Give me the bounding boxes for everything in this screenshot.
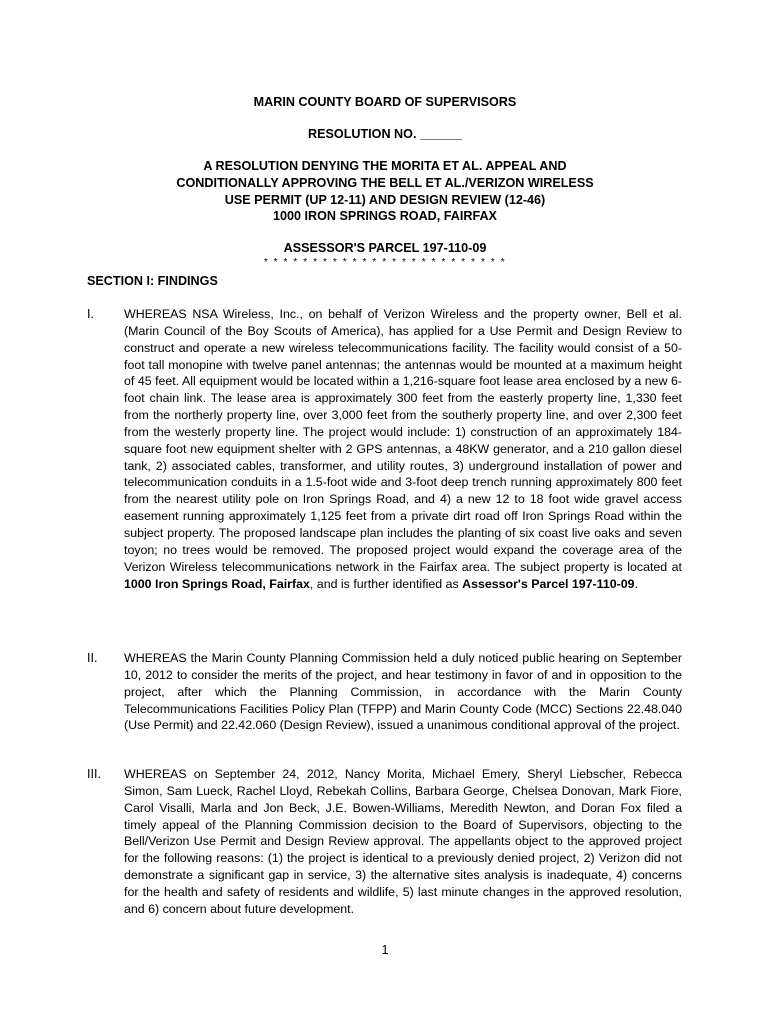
title-line-3: USE PERMIT (UP 12-11) AND DESIGN REVIEW (12-46) bbox=[224, 193, 546, 207]
section-heading: SECTION I: FINDINGS bbox=[87, 274, 218, 288]
item-number: II. bbox=[87, 651, 98, 665]
item-paragraph: WHEREAS the Marin County Planning Commission held a duly noticed public hearing on September 10, 2012 to consider the merits of the project, and hear testimony in favor of and in opposition to the project, after which the Planning Commission, in accordance with the Marin County Telecommunications Facilities Policy Plan (TFPP) and Marin County Code (MCC) Sections 22.48.040 (Use Permit) and 22.42.060 (Design Review), issued a unanimous conditional approval of the project. bbox=[124, 651, 682, 733]
item-number: III. bbox=[87, 767, 101, 781]
item-text-end: . bbox=[634, 576, 639, 591]
parcel-heading: ASSESSOR'S PARCEL 197-110-09 bbox=[283, 241, 487, 255]
item-number: I. bbox=[87, 307, 94, 321]
item-paragraph: WHEREAS on September 24, 2012, Nancy Morita, Michael Emery, Sheryl Liebscher, Rebecca Simon, Sam Lueck, Rachel Lloyd, Rebekah Collins, Barbara George, Chelsea Donovan, Mark Fiore, Carol Visalli, Marla and Jon Beck, J.E. Bowen-Williams, Meredith Newton, and Doran Fox filed a timely appeal of the Planning Commission decision to the Board of Supervisors, objecting to the Bell/Verizon Use Permit and Design Review approval. The appellants object to the approved project for the following reasons: (1) the project is identical to a previously denied project, 2) Verizon did not demonstrate a significant gap in service, 3) the alternative sites analysis is inadequate, 4) concerns for the health and safety of residents and wildlife, 5) last minute changes in the approved resolution, and 6) concern about future development. bbox=[124, 767, 682, 916]
separator: * * * * * * * * * * * * * * * * * * * * * * * * * bbox=[263, 257, 507, 268]
page-number: 1 bbox=[381, 943, 389, 957]
title-line-2: CONDITIONALLY APPROVING THE BELL ET AL./VERIZON WIRELESS bbox=[176, 176, 594, 190]
resolution-number: RESOLUTION NO. ______ bbox=[308, 127, 462, 141]
title-line-4: 1000 IRON SPRINGS ROAD, FAIRFAX bbox=[273, 209, 497, 223]
item-text: WHEREAS NSA Wireless, Inc., on behalf of Verizon Wireless and the property owner, Bell et al. (Marin Council of the Boy Scouts of America), has applied for a Use Permit and Design Review to construct and operate a new wireless telecommunications facility. The facility would consist of a 50-foot tall monopine with twelve panel antennas; the antennas would be mounted at a maximum height of 45 feet. All equipment would be located within a 1,216-square foot lease area enclosed by a new 6-foot chain link. The lease area is approximately 300 feet from the easterly property line, 1,330 feet from the northerly property line, over 3,000 feet from the southerly property line, and over 2,300 feet from the westerly property line. The project would include: 1) construction of an approximately 184-square foot new equipment shelter with 2 GPS antennas, a 48KW generator, and a 210 gallon diesel tank, 2) associated cables, transformer, and utility routes, 3) underground installation of power and telecommunication conduits in a 1.5-foot wide and 3-foot deep trench running approximately 800 feet from the nearest utility pole on Iron Springs Road, and 4) a new 12 to 18 foot wide gravel access easement running approximately 1,125 feet from a private dirt road off Iron Springs Road within the subject property. The proposed landscape plan includes the planting of six coast live oaks and seven toyon; no trees would be removed. The proposed project would expand the coverage area of the Verizon Wireless telecommunications network in the Fairfax area. The subject property is located at bbox=[124, 307, 682, 574]
title-line-1: A RESOLUTION DENYING THE MORITA ET AL. APPEAL AND bbox=[203, 159, 567, 173]
board-heading: MARIN COUNTY BOARD OF SUPERVISORS bbox=[253, 95, 517, 109]
property-address: 1000 Iron Springs Road, Fairfax bbox=[124, 576, 310, 591]
assessor-parcel: Assessor's Parcel 197-110-09 bbox=[462, 576, 635, 591]
item-paragraph bbox=[124, 306, 682, 592]
item-text-middle: , and is further identified as bbox=[309, 576, 463, 591]
